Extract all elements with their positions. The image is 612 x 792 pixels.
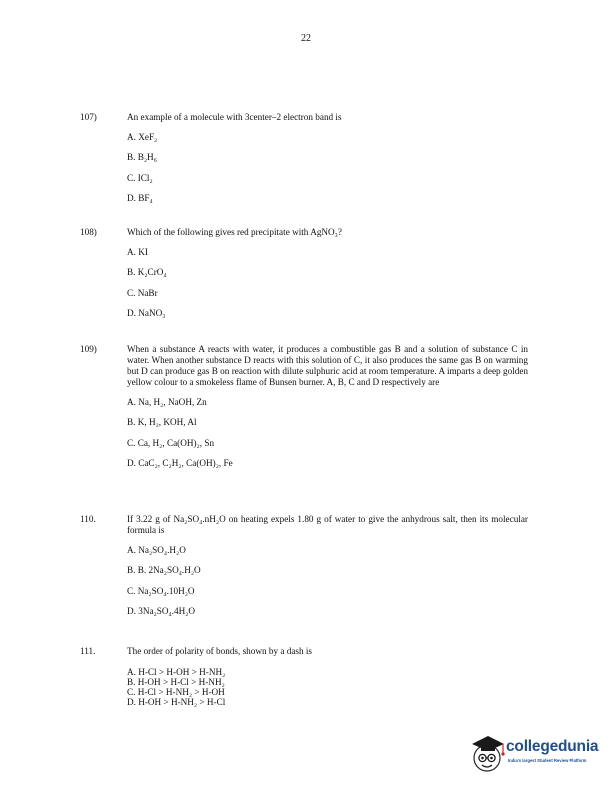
- question-number: 109): [80, 344, 97, 354]
- option-a: A. KI: [127, 247, 148, 258]
- question-text: Which of the following gives red precipitate with AgNO₃?: [127, 227, 342, 237]
- question-number: 110.: [80, 514, 96, 524]
- option-b: B. K₂CrO₄: [127, 267, 167, 278]
- question-111: [80, 646, 528, 707]
- option-c: C. Na₂SO₄.10H₂O: [127, 585, 195, 596]
- question-number: 107): [80, 112, 97, 122]
- question-108: [80, 227, 528, 319]
- option-d: D. NaNO₃: [127, 307, 166, 318]
- option-a: A. Na, H₂, NaOH, Zn: [127, 397, 207, 408]
- option-c: C. ICl₂: [127, 172, 153, 183]
- option-list: [127, 132, 528, 204]
- option-a: A. XeF₂: [127, 132, 158, 143]
- question-107: [80, 112, 528, 204]
- option-b: B. K, H₂, KOH, Al: [127, 417, 197, 428]
- question-110: [80, 514, 528, 617]
- option-b: B. B₂H₆: [127, 152, 157, 163]
- option-c: C. H-Cl > H-NH₂ > H-OH: [127, 687, 225, 697]
- page-number: 22: [301, 33, 311, 44]
- brand-name: collegedunia: [506, 738, 599, 755]
- option-b: B. H-OH > H-Cl > H-NH₂: [127, 677, 225, 687]
- brand-tagline: India's largest Student Review Platform: [508, 758, 587, 763]
- option-c: C. Ca, H₂, Ca(OH)₂, Sn: [127, 437, 215, 448]
- question-text: An example of a molecule with 3center–2 electron band is: [127, 112, 342, 122]
- option-list: [127, 667, 528, 707]
- question-text: The order of polarity of bonds, shown by a dash is: [127, 646, 312, 656]
- option-a: A. Na₂SO₄.H₂O: [127, 545, 186, 556]
- option-d: D. BF₄: [127, 192, 153, 203]
- option-c: C. NaBr: [127, 287, 158, 298]
- option-d: D. H-OH > H-NH₂ > H-Cl: [127, 697, 226, 707]
- option-list: [127, 545, 528, 617]
- option-d: D. 3Na₂SO₄.4H₂O: [127, 605, 196, 616]
- option-d: D. CaC₂, C₂H₂, Ca(OH)₂, Fe: [127, 457, 233, 468]
- option-b: B. B. 2Na₂SO₄.H₂O: [127, 565, 201, 576]
- graduate-mascot-icon: [470, 732, 506, 776]
- collegedunia-logo: [470, 730, 605, 780]
- question-number: 108): [80, 227, 97, 237]
- option-a: A. H-Cl > H-OH > H-NH₂: [127, 667, 226, 677]
- question-number: 111.: [80, 646, 96, 656]
- question-109: [80, 344, 528, 469]
- option-list: [127, 397, 528, 469]
- question-text: If 3.22 g of Na₂SO₄.nH₂O on heating expels 1.80 g of water to give the anhydrous salt, then its molecular formula is: [127, 514, 528, 535]
- option-list: [127, 247, 528, 319]
- question-text: When a substance A reacts with water, it produces a combustible gas B and a solution of substance C in water. When another substance D reacts with this solution of C, it also produces the same gas B on warming but D can produce gas B on reaction with dilute sulphuric acid at room temperature. A imparts a deep golden yellow colour to a smokeless flame of Bunsen burner. A, B, C and D respectively are: [127, 344, 528, 387]
